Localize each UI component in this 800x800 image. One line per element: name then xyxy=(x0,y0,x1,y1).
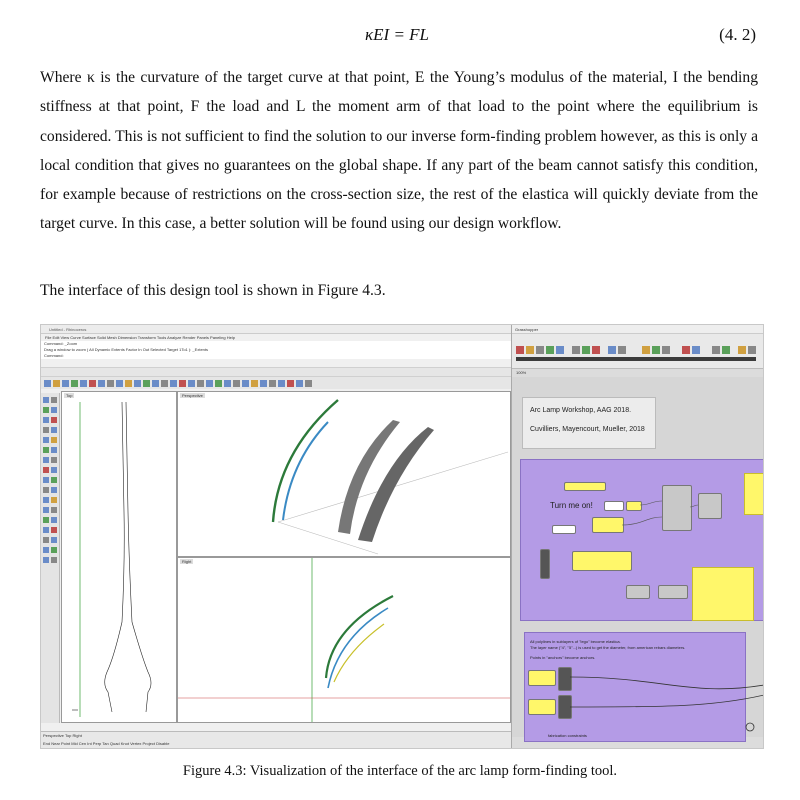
equation-number: (4. 2) xyxy=(719,25,756,44)
viewport-top-label: Top xyxy=(66,393,73,398)
gh-group-text-1: All polylines in sublayers of "lego" become elastica. xyxy=(530,639,621,644)
gh-component-icons-icon xyxy=(512,334,764,368)
viewport-top[interactable] xyxy=(61,391,177,723)
gh-wires xyxy=(512,377,764,737)
gh-group-text-3: Points in "anchors" become anchors. xyxy=(530,655,596,660)
gh-turn-me-on-label: Turn me on! xyxy=(550,501,593,510)
gh-header-line-1: Arc Lamp Workshop, AAG 2018. xyxy=(530,407,632,414)
gh-component-tabs[interactable] xyxy=(512,334,764,369)
viewport-right[interactable] xyxy=(177,557,511,723)
rhino-toolbar-icons[interactable] xyxy=(41,376,511,389)
figure-caption: Figure 4.3: Visualization of the interface of the arc lamp form-finding tool. xyxy=(182,763,618,779)
rhino-command-prompt[interactable]: Command: xyxy=(41,353,511,359)
rhino-title-bar: Untitled - Rhinoceros xyxy=(41,325,511,334)
gh-group-text-2: The layer name ("4", "5"...) is used to get the diameter, from american rebars diameters. xyxy=(530,645,686,650)
rhino-toolbar-tabs[interactable] xyxy=(41,367,511,376)
perspective-lamps-drawing xyxy=(178,392,510,556)
rhino-side-toolbar[interactable] xyxy=(41,393,60,723)
rhino-menu-bar[interactable]: File Edit View Curve Surface Solid Mesh Dimension Transform Tools Analyze Render Panels Paneling Help xyxy=(45,335,235,340)
rhino-window xyxy=(41,325,511,748)
rhino-command-history-1: Command: _Zoom xyxy=(41,341,511,347)
side-tool-icons-icon xyxy=(41,393,59,723)
paragraph-interface-intro: The interface of this design tool is shown in Figure 4.3. xyxy=(40,282,386,299)
right-view-drawing xyxy=(178,558,510,722)
viewport-tabs[interactable]: Perspective Top Right xyxy=(43,733,82,738)
paragraph-curvature-explanation: Where κ is the curvature of the target curve at that point, E the Young’s modulus of the material, I the bending stiffness at that point, F the load and L the moment arm of that load to the point where the equilibrium is considered. This is not sufficient to find the solution to our inverse form-finding problem however, as this is only a local condition that gives no guarantees on the global shape. If any part of the beam cannot satisfy this condition, for example because of restrictions on the cross-section size, the rest of the elastica will quickly deviate from the target curve. In this case, a better solution will be found using our design workflow. xyxy=(40,69,758,233)
viewport-perspective-label: Perspective xyxy=(182,393,203,398)
equation-4-2 xyxy=(0,25,800,49)
figure-4-3-screenshot xyxy=(40,324,764,749)
gh-zoom-level[interactable]: 100% xyxy=(516,370,527,375)
viewport-right-label: Right xyxy=(182,559,192,564)
gh-bottom-label: fabrication constraints xyxy=(548,733,587,738)
gh-title-bar: Grasshopper xyxy=(512,325,764,334)
viewport-perspective[interactable] xyxy=(177,391,511,557)
osnap-options[interactable]: End Near Point Mid Cen Int Perp Tan Quad Knot Vertex Project Disable xyxy=(43,741,170,746)
rhino-status-bar xyxy=(41,731,511,749)
gh-header-line-2: Cuvilliers, Mayencourt, Mueller, 2018 xyxy=(530,426,645,433)
lamp-profile-drawing xyxy=(62,392,176,722)
grasshopper-window xyxy=(511,325,764,748)
rhino-command-history-2: Drag a window to zoom ( All Dynamic Extents Factor In Out Selected Target 1To1 ): _Extents xyxy=(41,347,511,353)
equation-body: κEI = FL xyxy=(365,25,430,44)
gh-canvas[interactable] xyxy=(512,377,764,737)
toolbar-icons-icon xyxy=(41,378,341,390)
